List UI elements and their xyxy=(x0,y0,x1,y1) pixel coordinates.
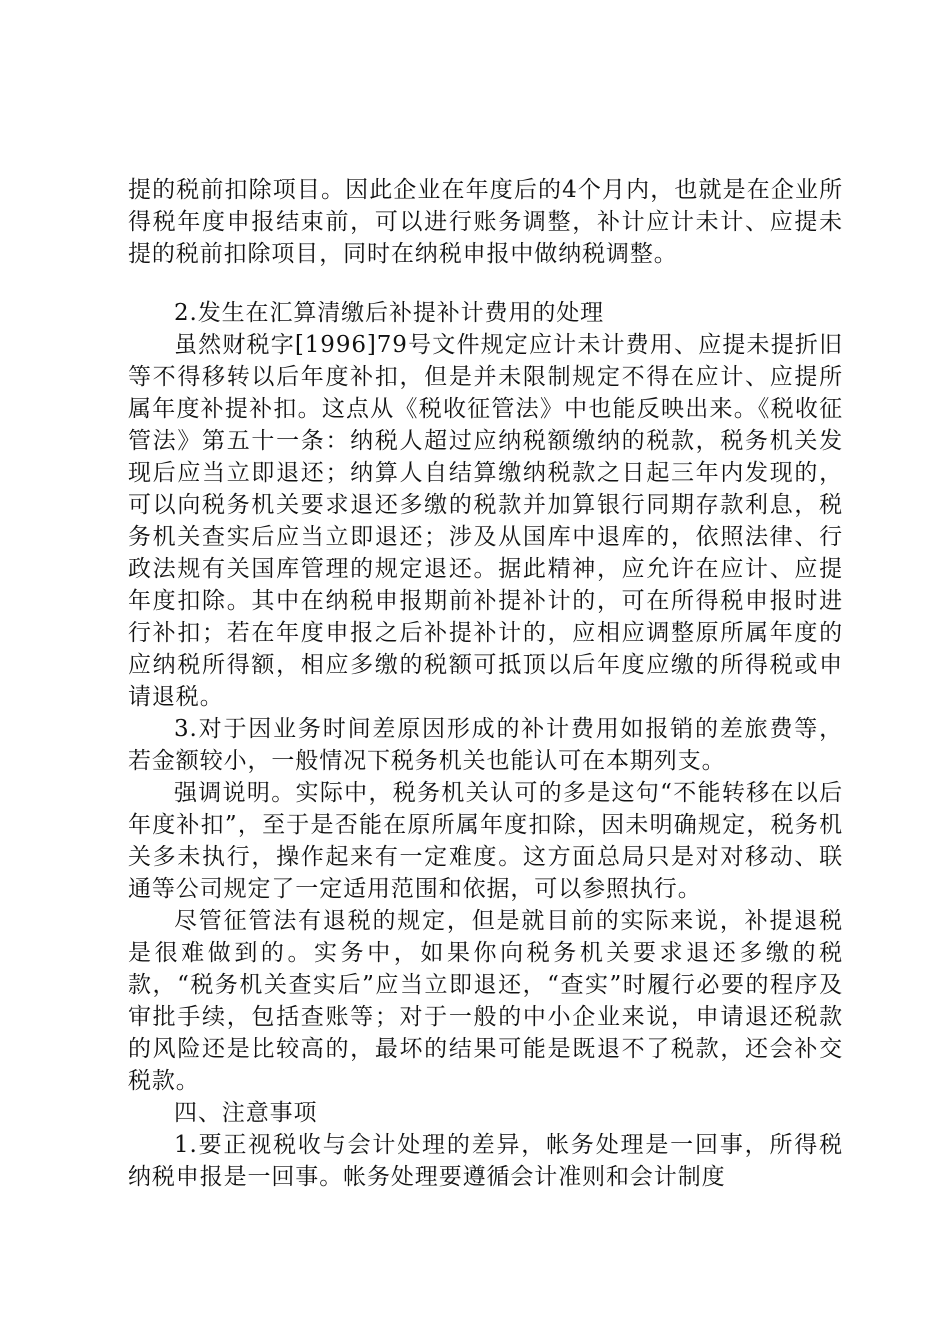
text-block-top xyxy=(128,174,843,270)
emphasis-paragraph: 强调说明。实际中，税务机关认可的多是这句“不能转移在以后年度补扣”，至于是否能在原所属年度扣除，因未明确规定，税务机关多未执行，操作起来有一定难度。这方面总局只是对对移动、联通等公司规定了一定适用范围和依据，可以参照执行。 xyxy=(128,780,843,902)
section-heading-2: 2.发生在汇算清缴后补提补计费用的处理 xyxy=(174,300,605,326)
text-block-main xyxy=(128,297,843,1193)
refund-paragraph: 尽管征管法有退税的规定，但是就目前的实际来说，补提退税是很难做到的。实务中，如果你向税务机关要求退还多缴的税款，“税务机关查实后”应当立即退还，“查实”时履行必要的程序及审批手续，包括查账等；对于一般的中小企业来说，申请退还税款的风险还是比较高的，最坏的结果可能是既退不了税款，还会补交税款。 xyxy=(128,908,843,1094)
note-1-paragraph: 1.要正视税收与会计处理的差异，帐务处理是一回事，所得税纳税申报是一回事。帐务处理要遵循会计准则和会计制度 xyxy=(128,1132,843,1190)
continuation-paragraph: 提的税前扣除项目。因此企业在年度后的4个月内，也就是在企业所得税年度申报结束前，可以进行账务调整，补计应计未计、应提未提的税前扣除项目，同时在纳税申报中做纳税调整。 xyxy=(128,177,843,267)
paragraph-2-body: 虽然财税字[1996]79号文件规定应计未计费用、应提未提折旧等不得移转以后年度补扣，但是并未限制规定不得在应计、应提所属年度补提补扣。这点从《税收征管法》中也能反映出来。《税收征管法》第五十一条：纳税人超过应纳税额缴纳的税款，税务机关发现后应当立即退还；纳算人自结算缴纳税款之日起三年内发现的，可以向税务机关要求退还多缴的税款并加算银行同期存款利息，税务机关查实后应当立即退还；涉及从国库中退库的，依照法律、行政法规有关国库管理的规定退还。据此精神，应允许在应计、应提年度扣除。其中在纳税申报期前补提补计的，可在所得税申报时进行补扣；若在年度申报之后补提补计的，应相应调整原所属年度的应纳税所得额，相应多缴的税额可抵顶以后年度应缴的所得税或申请退税。 xyxy=(128,332,843,710)
section-heading-4: 四、注意事项 xyxy=(174,1100,318,1126)
paragraph-3: 3.对于因业务时间差原因形成的补计费用如报销的差旅费等，若金额较小，一般情况下税务机关也能认可在本期列支。 xyxy=(128,716,843,774)
